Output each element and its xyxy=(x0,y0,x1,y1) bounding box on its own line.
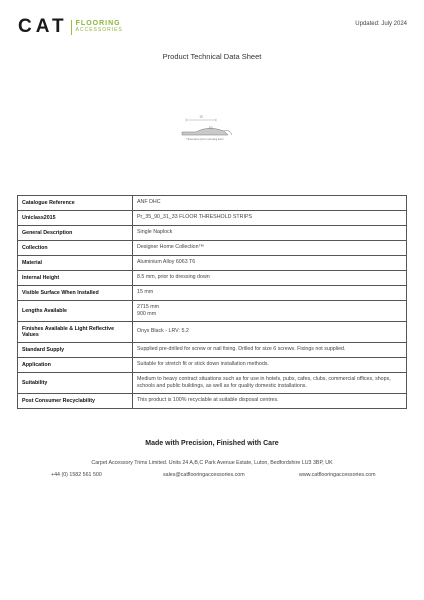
logo-subtitle xyxy=(76,21,123,33)
row-label: Collection xyxy=(18,241,133,256)
length-value: 900 mm xyxy=(137,311,157,317)
tagline: Made with Precision, Finished with Care xyxy=(145,440,279,447)
row-label: Post Consumer Recyclability xyxy=(18,394,133,409)
table-row xyxy=(18,301,407,322)
table-row xyxy=(18,322,407,343)
row-value: 15 mm xyxy=(133,286,407,301)
row-value: This product is 100% recyclable at suitable disposal centres. xyxy=(133,394,407,409)
table-row xyxy=(18,358,407,373)
row-label: Visible Surface When Installed xyxy=(18,286,133,301)
company-address: Carpet Accessory Trims Limited. Units 24 A,B,C Park Avenue Estate, Luton, Bedfordshire LU3 3BP, UK xyxy=(91,460,333,466)
updated-date: Updated: July 2024 xyxy=(355,21,407,27)
table-row xyxy=(18,373,407,394)
row-label: Standard Supply xyxy=(18,343,133,358)
dimension-height-label: 8.5 xyxy=(209,126,213,130)
logo-divider xyxy=(71,20,72,35)
row-label: General Description xyxy=(18,226,133,241)
table-row xyxy=(18,241,407,256)
logo-wordmark: CAT xyxy=(18,16,68,37)
row-label: Application xyxy=(18,358,133,373)
row-label: Internal Height xyxy=(18,271,133,286)
table-row xyxy=(18,196,407,211)
row-label: Finishes Available & Light Reflective Values xyxy=(18,322,133,343)
row-value: Single Naplock xyxy=(133,226,407,241)
diagram-caption: *dimensions prior to dressing down xyxy=(186,138,224,141)
row-value: Suitable for stretch fit or stick down installation methods. xyxy=(133,358,407,373)
row-value: Aluminium Alloy 6063 T6 xyxy=(133,256,407,271)
table-row xyxy=(18,256,407,271)
profile-diagram xyxy=(172,111,238,147)
logo-subtitle-line1: FLOORING xyxy=(75,20,121,27)
dimension-width-label: 15 xyxy=(199,114,203,119)
website-link[interactable]: www.catflooringaccessories.com xyxy=(299,472,376,478)
table-row xyxy=(18,286,407,301)
row-value: ANF DHC xyxy=(133,196,407,211)
table-row xyxy=(18,211,407,226)
row-label: Suitability xyxy=(18,373,133,394)
profile-shape xyxy=(182,128,228,135)
logo xyxy=(18,16,123,38)
row-value xyxy=(133,301,407,322)
table-row xyxy=(18,343,407,358)
page-title: Product Technical Data Sheet xyxy=(162,52,262,61)
row-label: Uniclass2015 xyxy=(18,211,133,226)
row-value: Designer Home Collection™ xyxy=(133,241,407,256)
table-row xyxy=(18,226,407,241)
phone-number: +44 (0) 1582 561 500 xyxy=(51,472,102,478)
row-value: Pr_35_90_31_33 FLOOR THRESHOLD STRIPS xyxy=(133,211,407,226)
logo-subtitle-line2: ACCESSORIES xyxy=(75,27,123,33)
row-value: Medium to heavy contract situations such as for use in hotels, pubs, cafes, clubs, commercial offices, shops, schools and public buildings, as well as for quality domestic installations. xyxy=(133,373,407,394)
row-label: Material xyxy=(18,256,133,271)
row-value: Onyx Black - LRV: 5.2 xyxy=(133,322,407,343)
email-link[interactable]: sales@catflooringaccessories.com xyxy=(163,472,245,478)
row-value: 8.5 mm, prior to dressing down xyxy=(133,271,407,286)
table-row xyxy=(18,271,407,286)
table-row xyxy=(18,394,407,409)
spec-table xyxy=(17,195,407,409)
length-value: 2715 mm xyxy=(137,303,160,310)
row-value: Supplied pre-drilled for screw or nail fixing. Drilled for size 6 screws. Fixings not supplied. xyxy=(133,343,407,358)
row-label: Catalogue Reference xyxy=(18,196,133,211)
row-label: Lengths Available xyxy=(18,301,133,322)
